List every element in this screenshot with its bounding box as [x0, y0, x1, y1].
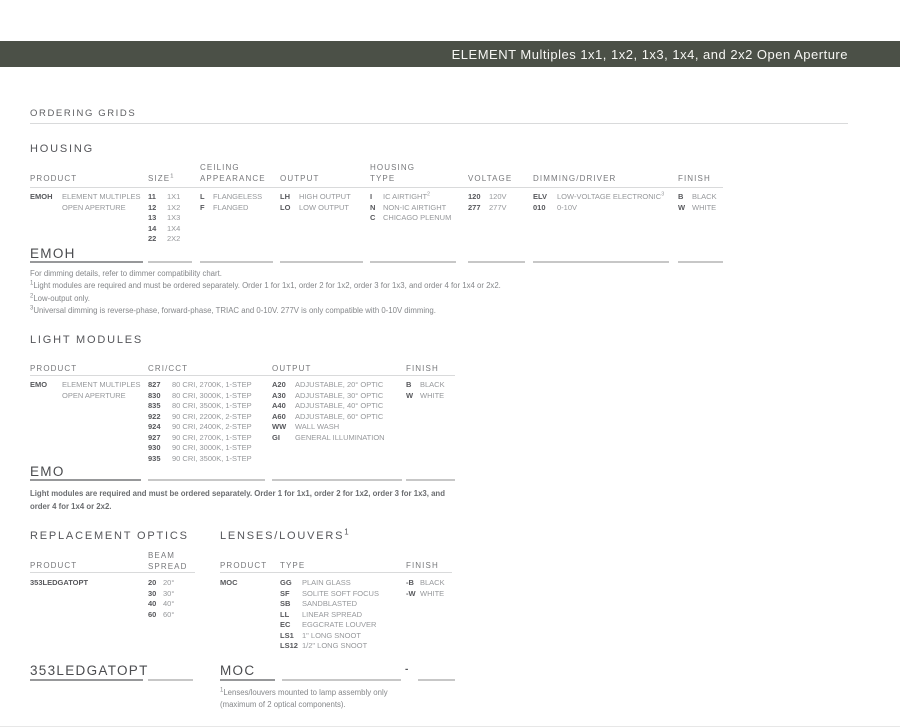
lenses-col-header-type: TYPE: [280, 561, 306, 570]
table-row: -B BLACK: [406, 578, 445, 587]
housing-voltage-column: [468, 192, 507, 213]
housing-finish-column: [678, 192, 717, 213]
light-col-header-finish: FINISH: [406, 364, 439, 373]
table-row: I IC AIRTIGHT$^2$: [370, 191, 431, 201]
footnote: $^2$Low-output only.: [30, 293, 90, 303]
order-blank-product: [30, 479, 141, 481]
table-row: 22 2X2: [148, 234, 181, 243]
lenses-col-header-product: PRODUCT: [220, 561, 268, 570]
table-row: 830 80 CRI, 3000K, 1-STEP: [148, 390, 252, 400]
housing-ceiling-column: [200, 192, 262, 213]
footnote: $^1$Lenses/louvers mounted to lamp assembly only: [220, 687, 388, 697]
table-row: 13 1X3: [148, 213, 181, 222]
housing-size-column: [148, 192, 180, 245]
housing-col-header-size: SIZE$^1$: [148, 173, 175, 183]
lenses-product-code: MOC: [220, 578, 238, 587]
order-blank-product: [30, 261, 143, 263]
table-row: 835 80 CRI, 3500K, 1-STEP: [148, 401, 252, 410]
optics-col-header-product: PRODUCT: [30, 561, 78, 570]
table-row: LS12 1/2" LONG SNOOT: [280, 641, 368, 650]
order-blank-finish: [406, 479, 455, 481]
table-row: LL LINEAR SPREAD: [280, 609, 363, 619]
light-modules-note: Light modules are required and must be ordered separately. Order 1 for 1x1, order 2 for 1x2, order 3 for 1x3, and order 4 for 1x4 or 2x2.: [30, 489, 445, 511]
table-row: W WHITE: [678, 202, 717, 212]
optics-beam-column: [148, 578, 174, 620]
order-blank-cri: [148, 479, 265, 481]
housing-dimming-column: [533, 192, 664, 213]
footnote: $^1$Light modules are required and must be ordered separately. Order 1 for 1x1, order 2 for 1x2, order 3 for 1x3, and order 4 for 1x4 or 2x2.: [30, 280, 501, 291]
page-bottom-divider: [0, 726, 900, 727]
table-row: 277 277V: [468, 202, 507, 212]
order-blank-ceiling: [200, 261, 273, 263]
table-row: 20 20°: [148, 578, 175, 587]
table-row: W WHITE: [406, 390, 445, 400]
light-col-header-product: PRODUCT: [30, 364, 78, 373]
table-row: -W WHITE: [406, 588, 445, 598]
table-row: LH HIGH OUTPUT: [280, 192, 351, 201]
housing-col-header-ceiling: CEILING APPEARANCE: [200, 163, 266, 183]
housing-col-header-product: PRODUCT: [30, 174, 78, 183]
housing-type-column: [370, 192, 451, 224]
light-finish-column: [406, 380, 445, 401]
optics-col-header-beam: BEAM SPREAD: [148, 551, 188, 571]
housing-header-divider: [30, 187, 723, 188]
light-col-header-output: OUTPUT: [272, 364, 312, 373]
optics-product-code: 353LEDGATOPT: [30, 578, 89, 587]
table-row: A40 ADJUSTABLE, 40° OPTIC: [272, 401, 384, 410]
table-row: 11 1X1: [148, 192, 181, 201]
light-header-divider: [30, 375, 455, 376]
order-dash: -: [405, 664, 409, 675]
housing-product-desc: ELEMENT MULTIPLES OPEN APERTURE: [62, 192, 141, 212]
housing-footnotes: [30, 268, 501, 317]
order-blank-output: [280, 261, 363, 263]
order-blank-voltage: [468, 261, 525, 263]
light-output-column: [272, 380, 385, 443]
table-row: GI GENERAL ILLUMINATION: [272, 432, 385, 442]
housing-col-header-dimming: DIMMING/DRIVER: [533, 174, 617, 183]
table-row: B BLACK: [678, 192, 717, 201]
table-row: F FLANGED: [200, 202, 249, 212]
order-blank-output: [272, 479, 402, 481]
table-row: 14 1X4: [148, 223, 181, 233]
table-row: ELV LOW-VOLTAGE ELECTRONIC$^3$: [533, 191, 665, 201]
lenses-order-code: MOC: [220, 663, 256, 678]
order-blank-finish: [678, 261, 723, 263]
order-blank-type: [282, 679, 401, 681]
table-row: LS1 1" LONG SNOOT: [280, 630, 361, 640]
housing-col-header-finish: FINISH: [678, 174, 711, 183]
table-row: 827 80 CRI, 2700K, 1-STEP: [148, 380, 252, 389]
light-col-header-cri: CRI/CCT: [148, 364, 189, 373]
optics-header-divider: [30, 572, 195, 573]
table-row: SF SOLITE SOFT FOCUS: [280, 588, 379, 598]
ordering-grids-divider: [30, 123, 848, 124]
order-blank-product: [30, 679, 143, 681]
light-product-code: EMO: [30, 380, 48, 389]
lenses-finish-column: [406, 578, 445, 599]
lenses-type-column: [280, 578, 379, 652]
light-order-code: EMO: [30, 464, 65, 479]
housing-order-code: EMOH: [30, 246, 76, 261]
table-row: C CHICAGO PLENUM: [370, 213, 452, 222]
table-row: B BLACK: [406, 380, 445, 389]
table-row: 40 40°: [148, 599, 175, 608]
footnote: (maximum of 2 optical components).: [220, 700, 346, 710]
order-blank-type: [370, 261, 456, 263]
table-row: 927 90 CRI, 2700K, 1-STEP: [148, 432, 252, 442]
order-blank-product: [220, 679, 275, 681]
footnote: $^3$Universal dimming is reverse-phase, forward-phase, TRIAC and 0-10V. 277V is only compatible with 0-10V dimming.: [30, 305, 436, 315]
table-row: N NON-IC AIRTIGHT: [370, 202, 447, 212]
light-cri-column: [148, 380, 252, 464]
lenses-col-header-finish: FINISH: [406, 561, 439, 570]
ordering-grids-label: ORDERING GRIDS: [30, 108, 137, 119]
table-row: 010 0-10V: [533, 202, 578, 212]
table-row: WW WALL WASH: [272, 422, 340, 431]
table-row: LO LOW OUTPUT: [280, 202, 349, 212]
optics-order-code: 353LEDGATOPT: [30, 663, 149, 678]
table-row: A20 ADJUSTABLE, 20° OPTIC: [272, 380, 384, 389]
table-row: 930 90 CRI, 3000K, 1-STEP: [148, 443, 252, 452]
header-bar: [0, 41, 900, 67]
housing-product-code: EMOH: [30, 192, 53, 201]
housing-col-header-type: HOUSING TYPE: [370, 163, 416, 183]
table-row: 924 90 CRI, 2400K, 2-STEP: [148, 422, 252, 431]
replacement-optics-section-title: REPLACEMENT OPTICS: [30, 530, 189, 542]
lenses-louvers-section-title: LENSES/LOUVERS$^1$: [220, 527, 351, 542]
order-blank-dimming: [533, 261, 669, 263]
order-blank-finish: [418, 679, 455, 681]
table-row: SB SANDBLASTED: [280, 599, 358, 608]
table-row: 12 1X2: [148, 202, 181, 212]
order-blank-size: [148, 261, 192, 263]
table-row: 60 60°: [148, 609, 175, 619]
lenses-header-divider: [220, 572, 452, 573]
table-row: 120 120V: [468, 192, 507, 201]
table-row: A60 ADJUSTABLE, 60° OPTIC: [272, 411, 384, 421]
table-row: 30 30°: [148, 588, 175, 598]
table-row: 922 90 CRI, 2200K, 2-STEP: [148, 411, 252, 421]
housing-col-header-output: OUTPUT: [280, 174, 320, 183]
table-row: 935 90 CRI, 3500K, 1-STEP: [148, 453, 252, 463]
table-row: GG PLAIN GLASS: [280, 578, 351, 587]
housing-col-header-voltage: VOLTAGE: [468, 174, 513, 183]
housing-output-column: [280, 192, 351, 213]
table-row: L FLANGELESS: [200, 192, 263, 201]
footnote: For dimming details, refer to dimmer compatibility chart.: [30, 269, 222, 278]
light-modules-section-title: LIGHT MODULES: [30, 334, 144, 346]
lenses-footnotes: [220, 687, 388, 712]
page-title: ELEMENT Multiples 1x1, 1x2, 1x3, 1x4, and 2x2 Open Aperture: [451, 46, 848, 62]
table-row: A30 ADJUSTABLE, 30° OPTIC: [272, 390, 384, 400]
housing-section-title: HOUSING: [30, 143, 94, 155]
order-blank-beam: [148, 679, 193, 681]
table-row: EC EGGCRATE LOUVER: [280, 620, 377, 629]
light-product-desc: ELEMENT MULTIPLES OPEN APERTURE: [62, 380, 141, 400]
